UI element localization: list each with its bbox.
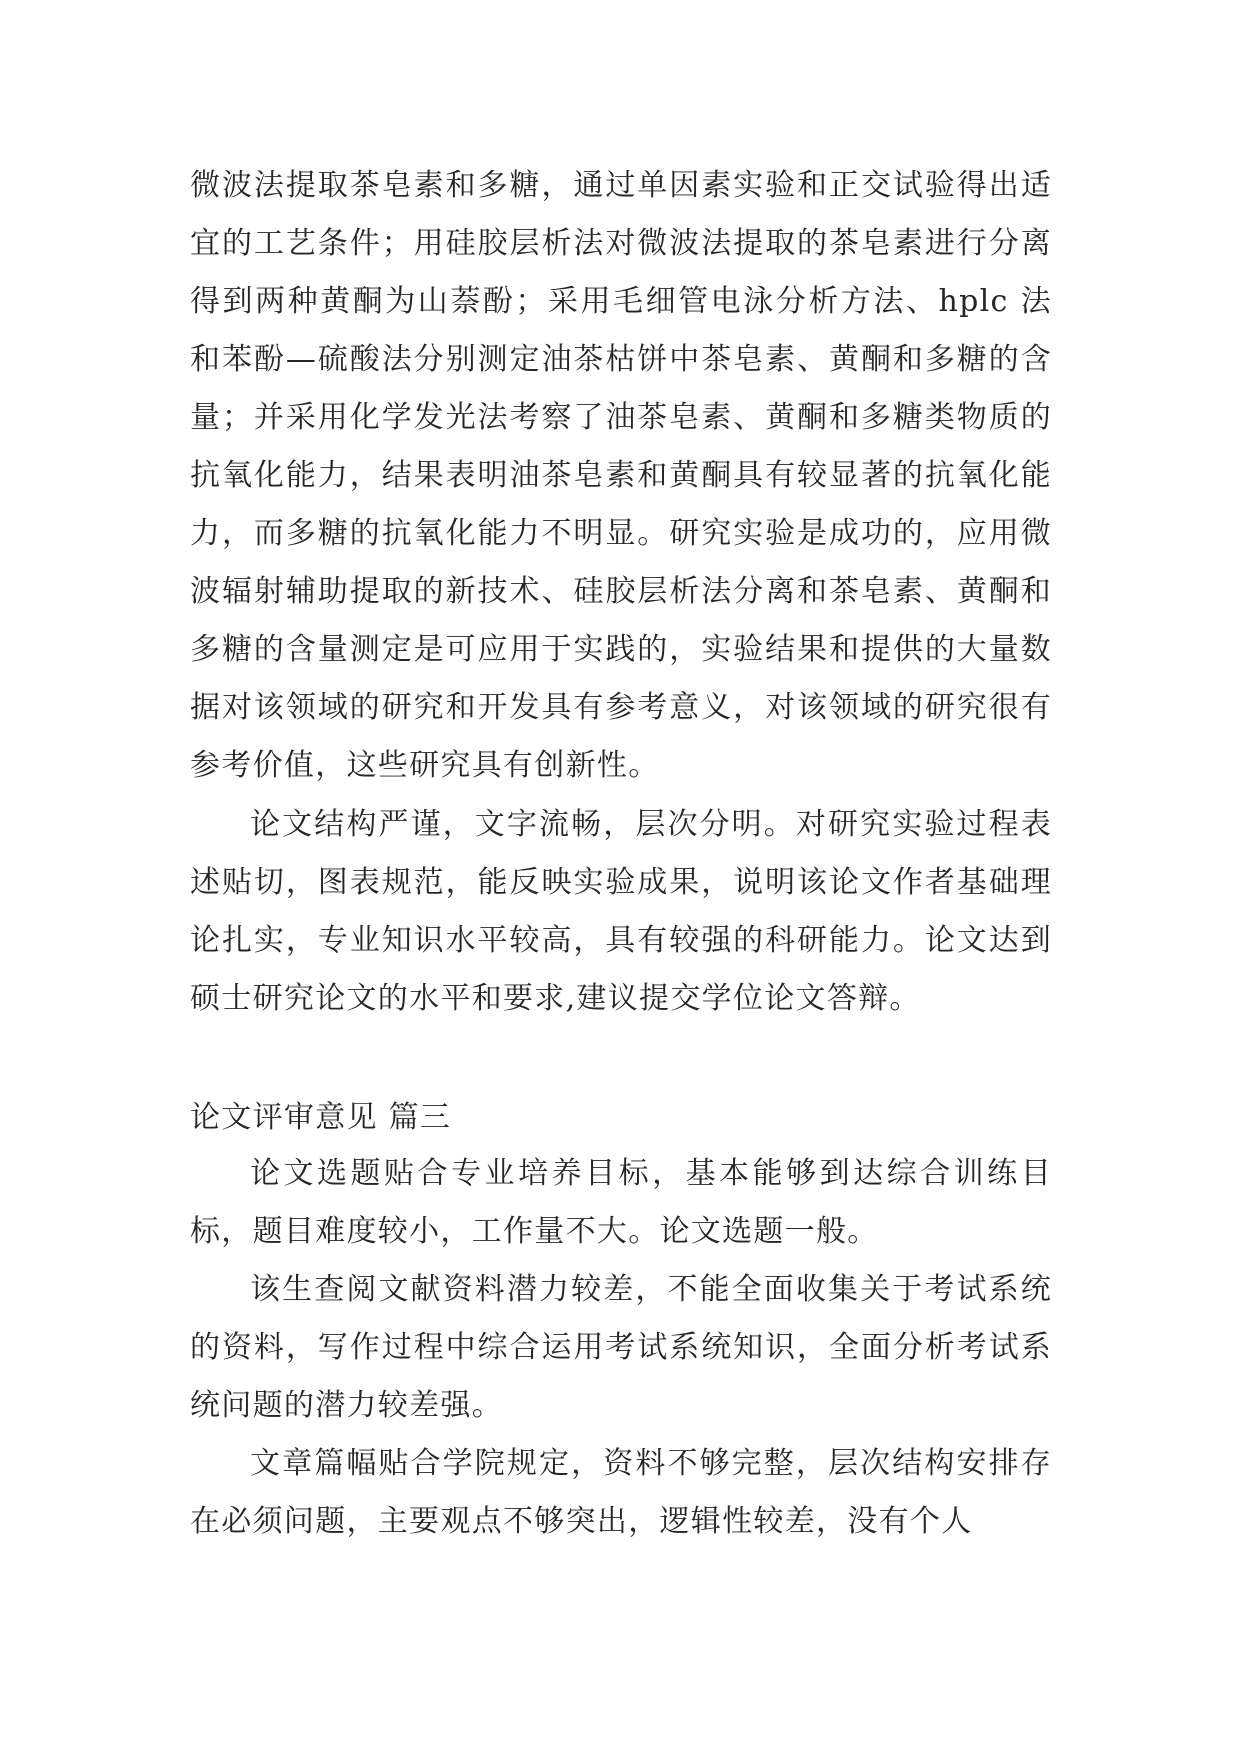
paragraph-topic-selection: 论文选题贴合专业培养目标，基本能够到达综合训练目标，题目难度较小，工作量不大。论文选题一般。 bbox=[190, 1156, 1052, 1249]
section-heading: 论文评审意见 篇三 bbox=[190, 1100, 452, 1135]
paragraph-thesis-structure: 论文结构严谨，文字流畅，层次分明。对研究实验过程表述贴切，图表规范，能反映实验成果，说明该论文作者基础理论扎实，专业知识水平较高，具有较强的科研能力。论文达到硕士研究论文的水平和要求,建议提交学位论文答辩。 bbox=[190, 807, 1052, 1016]
paragraph-article-length: 文章篇幅贴合学院规定，资料不够完整，层次结构安排存在必须问题，主要观点不够突出，逻辑性较差，没有个人 bbox=[190, 1446, 1052, 1539]
paragraph-literature-review: 该生查阅文献资料潜力较差，不能全面收集关于考试系统的资料，写作过程中综合运用考试系统知识，全面分析考试系统问题的潜力较差强。 bbox=[190, 1272, 1052, 1423]
paragraph-extraction-methods: 微波法提取茶皂素和多糖，通过单因素实验和正交试验得出适宜的工艺条件；用硅胶层析法对微波法提取的茶皂素进行分离得到两种黄酮为山萘酚；采用毛细管电泳分析方法、hplc 法和苯酚—硫酸法分别测定油茶枯饼中茶皂素、黄酮和多糖的含量；并采用化学发光法考察了油茶皂素、黄酮和多糖类物质的抗氧化能力，结果表明油茶皂素和黄酮具有较显著的抗氧化能力，而多糖的抗氧化能力不明显。研究实验是成功的，应用微波辐射辅助提取的新技术、硅胶层析法分离和茶皂素、黄酮和多糖的含量测定是可应用于实践的，实验结果和提供的大量数据对该领域的研究和开发具有参考意义，对该领域的研究很有参考价值，这些研究具有创新性。 bbox=[190, 168, 1052, 783]
